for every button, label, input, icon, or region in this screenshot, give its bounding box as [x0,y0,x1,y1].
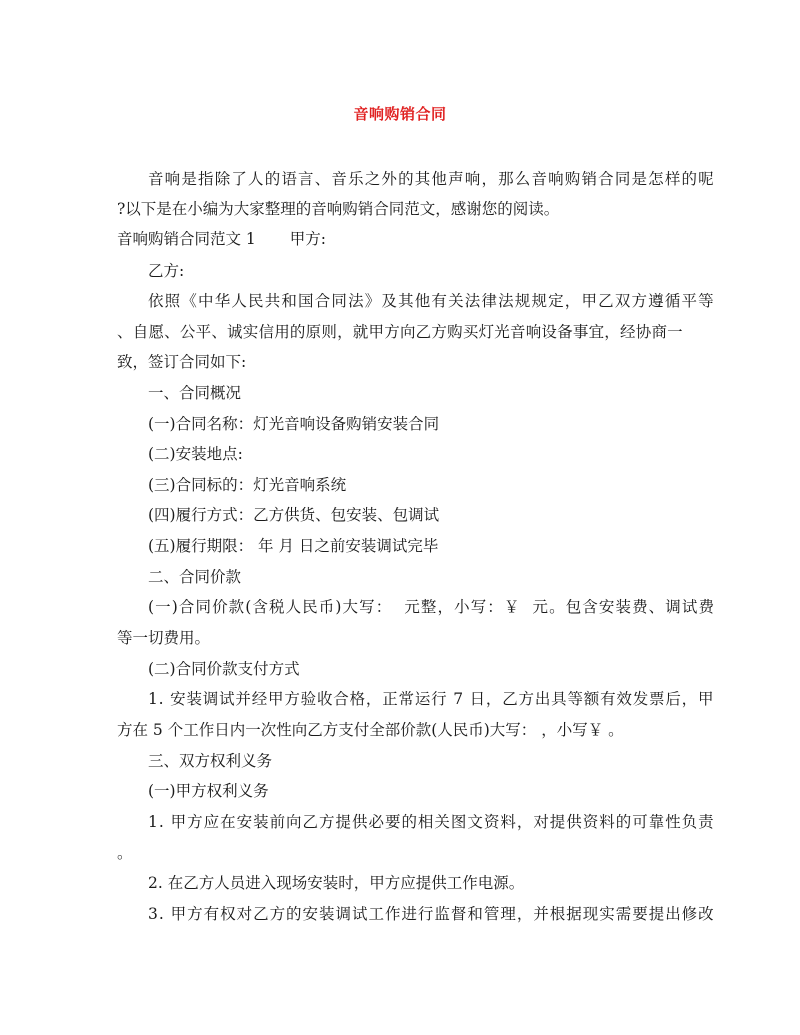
contract-price-line-2: 等一切费用。 [117,629,211,647]
payment-method-heading: (二)合同价款支付方式 [148,660,300,678]
document-title: 音响购销合同 [353,105,447,123]
section-2-heading: 二、合同价款 [148,568,242,586]
sample-heading: 音响购销合同范文 1 [117,230,256,248]
party-a-duty-3-line-1: 3 . 甲 方 有 权 对 乙 方 的 安 装 调 试 工 作 进 行 监 督 和 管 理 ， 并 根 据 现 实 需 要 提 出 修 改 [148,905,714,923]
party-b-label: 乙方: [148,262,185,280]
preamble-line-3: 致，签订合同如下: [117,353,247,371]
party-a-duty-2: 2. 在乙方人员进入现场安装时，甲方应提供工作电源。 [148,874,525,892]
payment-clause-line-1: 1 . 安 装 调 试 并 经 甲 方 验 收 合 格 ， 正 常 运 行 7 日 ， 乙 方 出 具 等 额 有 效 发 票 后 ， 甲 [148,690,714,708]
contract-name-line: (一)合同名称：灯光音响设备购销安装合同 [148,415,440,433]
sample-heading-row [117,232,326,248]
party-a-duties-heading: (一)甲方权利义务 [148,782,269,800]
party-a-duty-1-line-1: 1 . 甲 方 应 在 安 装 前 向 乙 方 提 供 必 要 的 相 关 图 文 资 料 ， 对 提 供 资 料 的 可 靠 性 负 责 [148,813,714,831]
intro-paragraph-line-1: 音 响 是 指 除 了 人 的 语 言 、 音 乐 之 外 的 其 他 声 响 ， 那 么 音 响 购 销 合 同 是 怎 样 的 呢 [148,170,714,188]
performance-method-line: (四)履行方式：乙方供货、包安装、包调试 [148,506,440,524]
install-location-line: (二)安装地点: [148,445,243,463]
payment-clause-line-2: 方在 5 个工作日内一次性向乙方支付全部价款(人民币)大写： ，小写￥ 。 [117,721,624,739]
intro-paragraph-line-2: ?以下是在小编为大家整理的音响购销合同范文，感谢您的阅读。 [117,200,560,218]
preamble-line-2: 、 自 愿 、 公 平 、 诚 实 信 用 的 原 则 ， 就 甲 方 向 乙 方 购 买 灯 光 音 响 设 备 事 宜 ， 经 协 商 一 [117,323,683,341]
party-a-label: 甲方: [289,230,327,248]
contract-price-line-1: ( 一 ) 合 同 价 款 ( 含 税 人 民 币 ) 大 写 ： 元 整 ， 小 写 ： ￥ 元 。 包 含 安 装 费 、 调 试 费 [148,598,714,616]
contract-subject-line: (三)合同标的：灯光音响系统 [148,476,347,494]
section-1-heading: 一、合同概况 [148,384,242,402]
preamble-line-1: 依 照 《 中 华 人 民 共 和 国 合 同 法 》 及 其 他 有 关 法 律 法 规 规 定 ， 甲 乙 双 方 遵 循 平 等 [148,292,714,310]
performance-period-line: (五)履行期限： 年 月 日之前安装调试完毕 [148,537,439,555]
section-3-heading: 三、双方权利义务 [148,752,273,770]
party-a-duty-1-line-2: 。 [117,844,133,862]
